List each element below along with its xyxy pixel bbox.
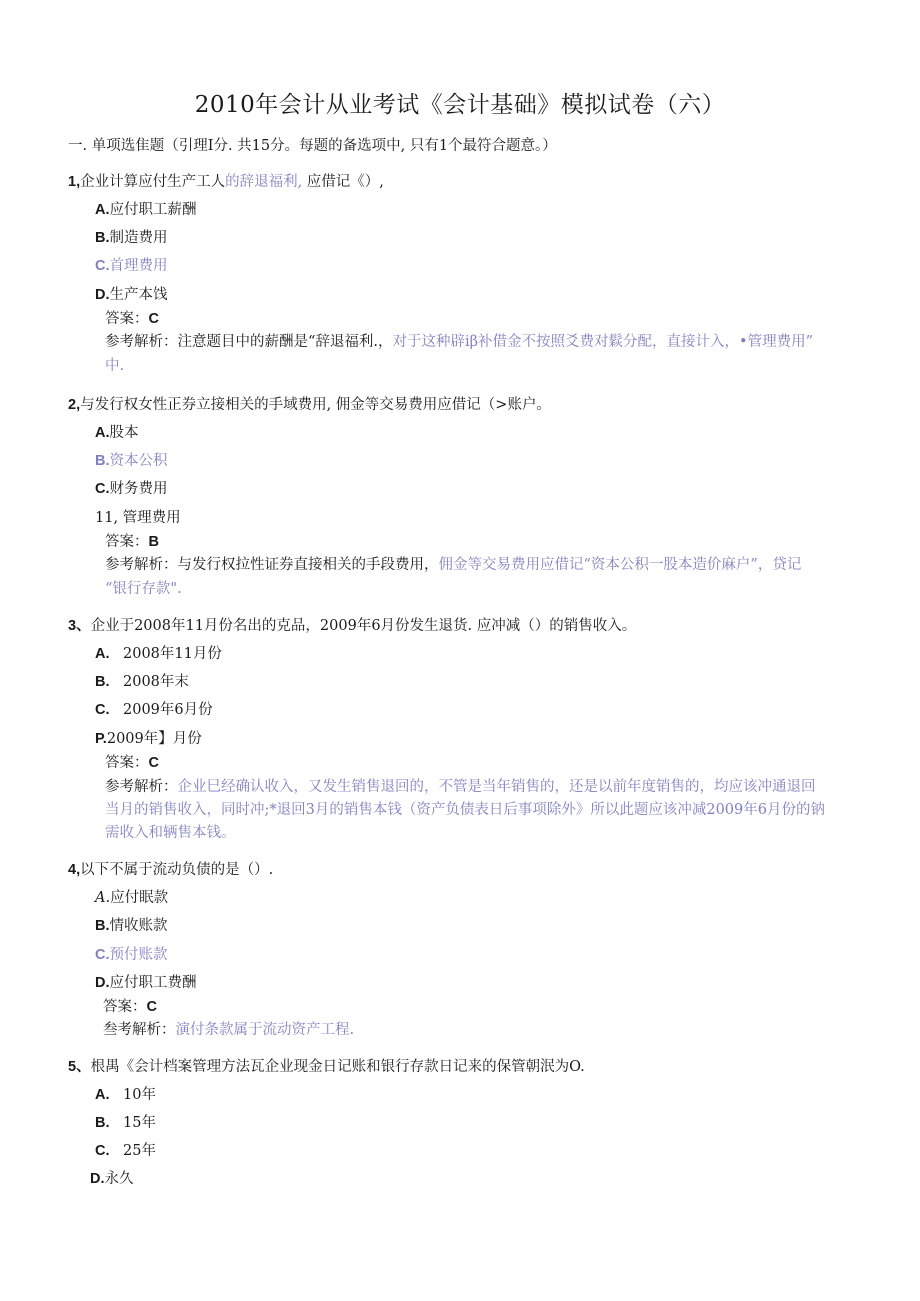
question-4-option-a: A.应付眠款 [95, 890, 169, 906]
question-number: 5、 [68, 1059, 91, 1075]
question-4-option-b: B.情收账款 [95, 918, 168, 934]
question-3-analysis: 参考解析：企业巳经确认收入，又发生销售退回的，不管是当年销售的，还是以前年度销售的，均应该冲通退回 [105, 779, 816, 795]
question-4-answer: 答案：C [103, 999, 157, 1015]
question-number: 2, [68, 397, 81, 413]
question-1-stem: 1,企业计算应付生产工人的辞退福利, 应借记《）, [68, 174, 384, 190]
question-3-option-b: B. 2008年末 [95, 674, 189, 690]
question-2-answer: 答案：B [105, 534, 159, 550]
question-2-analysis-cont: “银行存款". [105, 581, 182, 597]
question-3-analysis-cont-2: 需收入和辆售本钱。 [105, 825, 236, 841]
question-4-option-d: D.应付职工费酬 [95, 975, 197, 991]
page-title: 2010年会计从业考试《会计基础》模拟试卷（六） [194, 92, 726, 118]
question-3-analysis-cont: 当月的销售收入，同时冲;*退回3月的销售本钱（资产负债表日后事项除外》所以此题应该冲减2009年6月份的钠 [105, 802, 825, 818]
question-4-stem: 4,以下不属于流动负债的是（）. [68, 862, 274, 878]
question-5-option-d: D.永久 [90, 1171, 134, 1187]
question-3-stem: 3、企业于2008年11月份名出的克品，2009年6月份发生退货. 应冲减（）的销售收入。 [68, 618, 637, 634]
question-2-analysis: 参考解析：与发行权拉性证券直接相关的手段费用，佣金等交易费用应借记“资本公积一股本造价麻户”，贷记 [105, 557, 802, 573]
question-3-option-a: A. 2008年11月份 [95, 646, 222, 662]
question-2-option-d: 11, 管理费用 [95, 510, 181, 526]
question-2-option-b: B.资本公积 [95, 453, 168, 469]
question-number: 4, [68, 862, 81, 878]
question-4-analysis: 叁考解析：演付条款属于流动资产工程. [103, 1022, 355, 1038]
question-5-stem: 5、根禺《会计档案管理方法瓦企业现金日记账和银行存款日记来的保管朝泯为O. [68, 1059, 585, 1075]
question-1-option-c: C.首理费用 [95, 258, 168, 274]
question-5-option-b: B. 15年 [95, 1115, 156, 1131]
question-1-analysis-cont: 中. [105, 358, 125, 374]
question-2-option-a: A.股本 [95, 425, 139, 441]
section-heading: 一. 单项选隹题（引理I分. 共15分。每题的备选项中, 只有1个最符合题意。） [68, 138, 557, 154]
question-4-option-c: C.预付账款 [95, 947, 168, 963]
question-3-option-d: P.2009年】月份 [95, 731, 202, 747]
question-5-option-c: C. 25年 [95, 1143, 156, 1159]
question-1-analysis: 参考解析：注意题目中的薪酬是“辞退福利.，对于这种辟iβ补借金不按照爻费对鬏分配，直接计入，•管理费用” [105, 334, 814, 350]
question-number: 3、 [68, 618, 91, 634]
question-5-option-a: A. 10年 [95, 1087, 156, 1103]
question-3-answer: 答案：C [105, 755, 159, 771]
question-1-option-d: D.生产本饯 [95, 287, 168, 303]
question-3-option-c: C. 2009年6月份 [95, 702, 213, 718]
question-number: 1, [68, 174, 81, 190]
question-1-option-b: B.制造费用 [95, 230, 168, 246]
question-2-option-c: C.财务费用 [95, 481, 168, 497]
question-2-stem: 2,与发行权女性正券立接相关的手域费用, 佣金等交易费用应借记（>账户。 [68, 397, 551, 413]
question-1-option-a: A.应付职工薪酬 [95, 202, 197, 218]
question-1-answer: 答案：C [105, 311, 159, 327]
